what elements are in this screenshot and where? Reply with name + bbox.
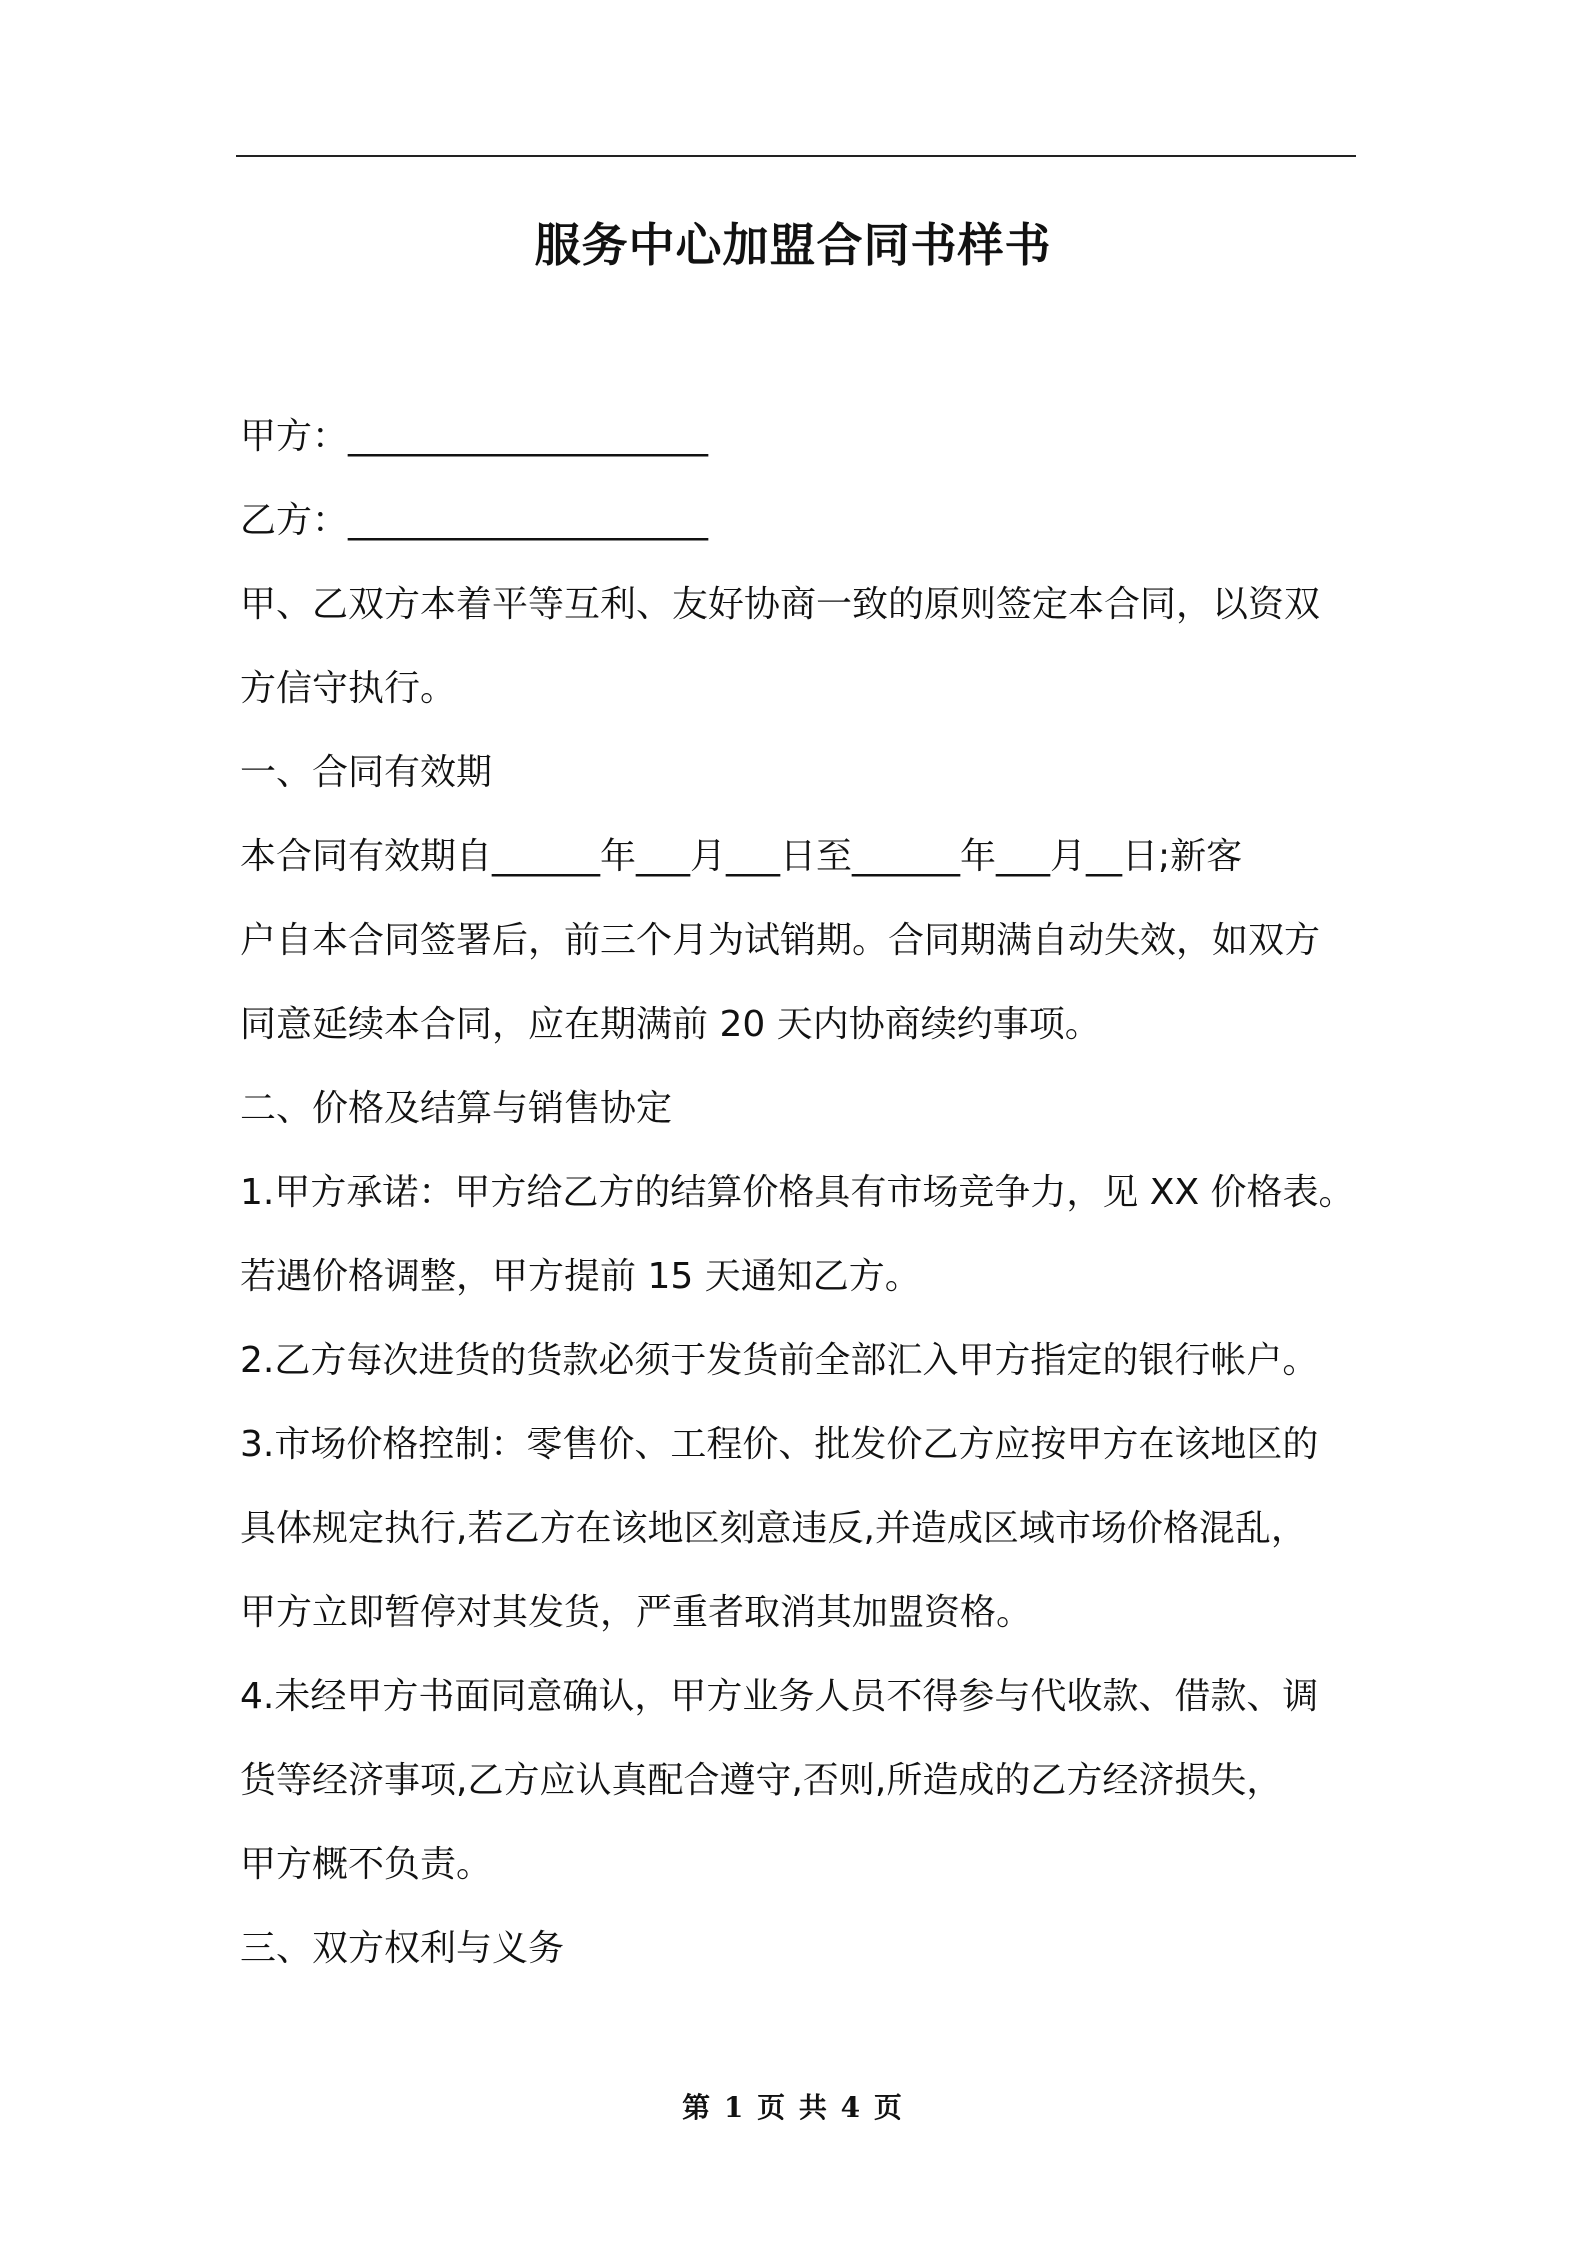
section-heading-2: 二、价格及结算与销售协定 — [240, 1088, 673, 1129]
clause-3-line-1: 3.市场价格控制：零售价、工程价、批发价乙方应按甲方在该地区的 — [240, 1424, 1319, 1465]
document-title: 服务中心加盟合同书样书 — [534, 218, 1052, 272]
preamble-line-1: 甲、乙双方本着平等互利、友好协商一致的原则签定本合同，以资双 — [240, 584, 1321, 625]
clause-4-line-1: 4.未经甲方书面同意确认，甲方业务人员不得参与代收款、借款、调 — [240, 1676, 1319, 1717]
section-1-line-2: 户自本合同签署后，前三个月为试销期。合同期满自动失效，如双方 — [240, 920, 1321, 961]
section-heading-3: 三、双方权利与义务 — [240, 1928, 565, 1969]
document-body — [240, 395, 1380, 1991]
clause-1-line-2: 若遇价格调整，甲方提前 15 天通知乙方。 — [240, 1256, 921, 1297]
section-1-line-3: 同意延续本合同，应在期满前 20 天内协商续约事项。 — [240, 1004, 1101, 1045]
preamble-line-2: 方信守执行。 — [240, 668, 457, 709]
page-number-footer: 第 1 页 共 4 页 — [682, 2091, 904, 2124]
clause-4-line-2: 货等经济事项,乙方应认真配合遵守,否则,所造成的乙方经济损失， — [240, 1760, 1283, 1801]
party-b-line: 乙方：____________________ — [240, 500, 709, 541]
clause-1-line-1: 1.甲方承诺：甲方给乙方的结算价格具有市场竞争力，见 XX 价格表。 — [240, 1172, 1355, 1213]
party-a-line: 甲方：____________________ — [240, 416, 709, 457]
clause-4-line-3: 甲方概不负责。 — [240, 1844, 493, 1885]
header-rule — [236, 155, 1356, 157]
clause-3-line-3: 甲方立即暂停对其发货，严重者取消其加盟资格。 — [240, 1592, 1033, 1633]
section-1-line-1: 本合同有效期自______年___月___日至______年___月__日;新客 — [240, 836, 1243, 877]
clause-2-line-1: 2.乙方每次进货的货款必须于发货前全部汇入甲方指定的银行帐户。 — [240, 1340, 1319, 1381]
clause-3-line-2: 具体规定执行,若乙方在该地区刻意违反,并造成区域市场价格混乱， — [240, 1508, 1307, 1549]
section-heading-1: 一、合同有效期 — [240, 752, 493, 793]
